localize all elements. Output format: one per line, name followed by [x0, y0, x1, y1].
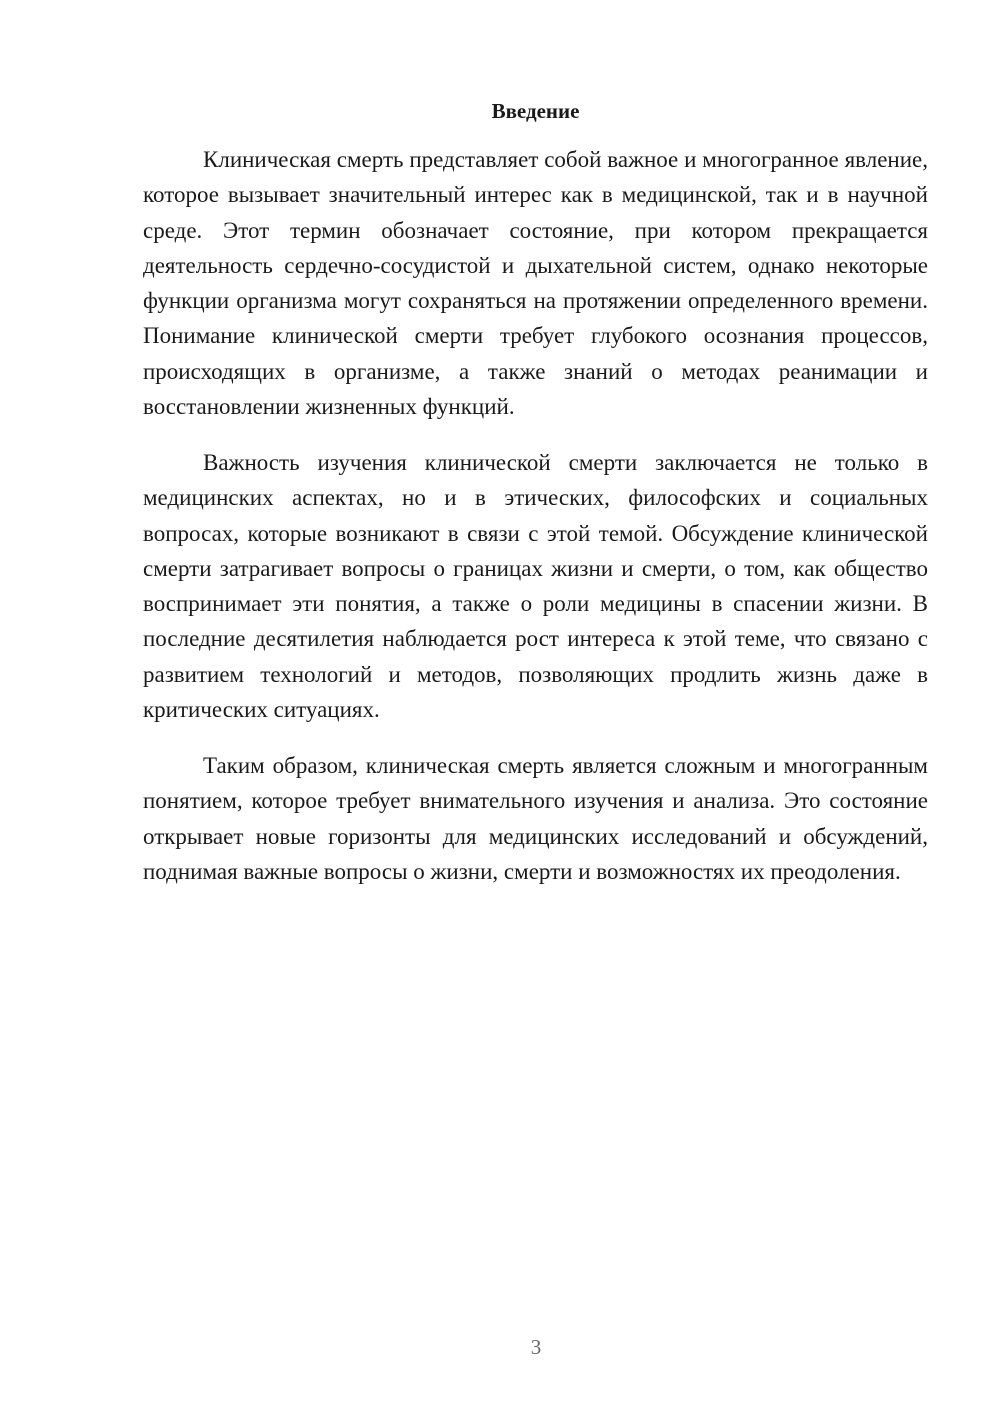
paragraph-1: Клиническая смерть представляет собой важное и многогранное явление, которое вызывает значительный интерес как в медицинской, так и в научной среде. Этот термин обозначает состояние, при котором прекращается деятельность сердечно-сосудистой и дыхательной систем, однако некоторые функции организма могут сохраняться на протяжении определенного времени. Понимание клинической смерти требует глубокого осознания процессов, происходящих в организме, а также знаний о методах реанимации и восстановлении жизненных функций. — [143, 147, 928, 420]
section-heading: Введение — [491, 99, 580, 123]
page-number: 3 — [530, 1335, 542, 1359]
paragraph-2: Важность изучения клинической смерти заключается не только в медицинских аспектах, но и в этических, философских и социальных вопросах, которые возникают в связи с этой темой. Обсуждение клинической смерти затрагивает вопросы о границах жизни и смерти, о том, как общество воспринимает эти понятия, а также о роли медицины в спасении жизни. В последние десятилетия наблюдается рост интереса к этой теме, что связано с развитием технологий и методов, позволяющих продлить жизнь даже в критических ситуациях. — [143, 450, 928, 723]
paragraph-3: Таким образом, клиническая смерть является сложным и многогранным понятием, которое требует внимательного изучения и анализа. Это состояние открывает новые горизонты для медицинских исследований и обсуждений, поднимая важные вопросы о жизни, смерти и возможностях их преодоления. — [143, 753, 928, 884]
